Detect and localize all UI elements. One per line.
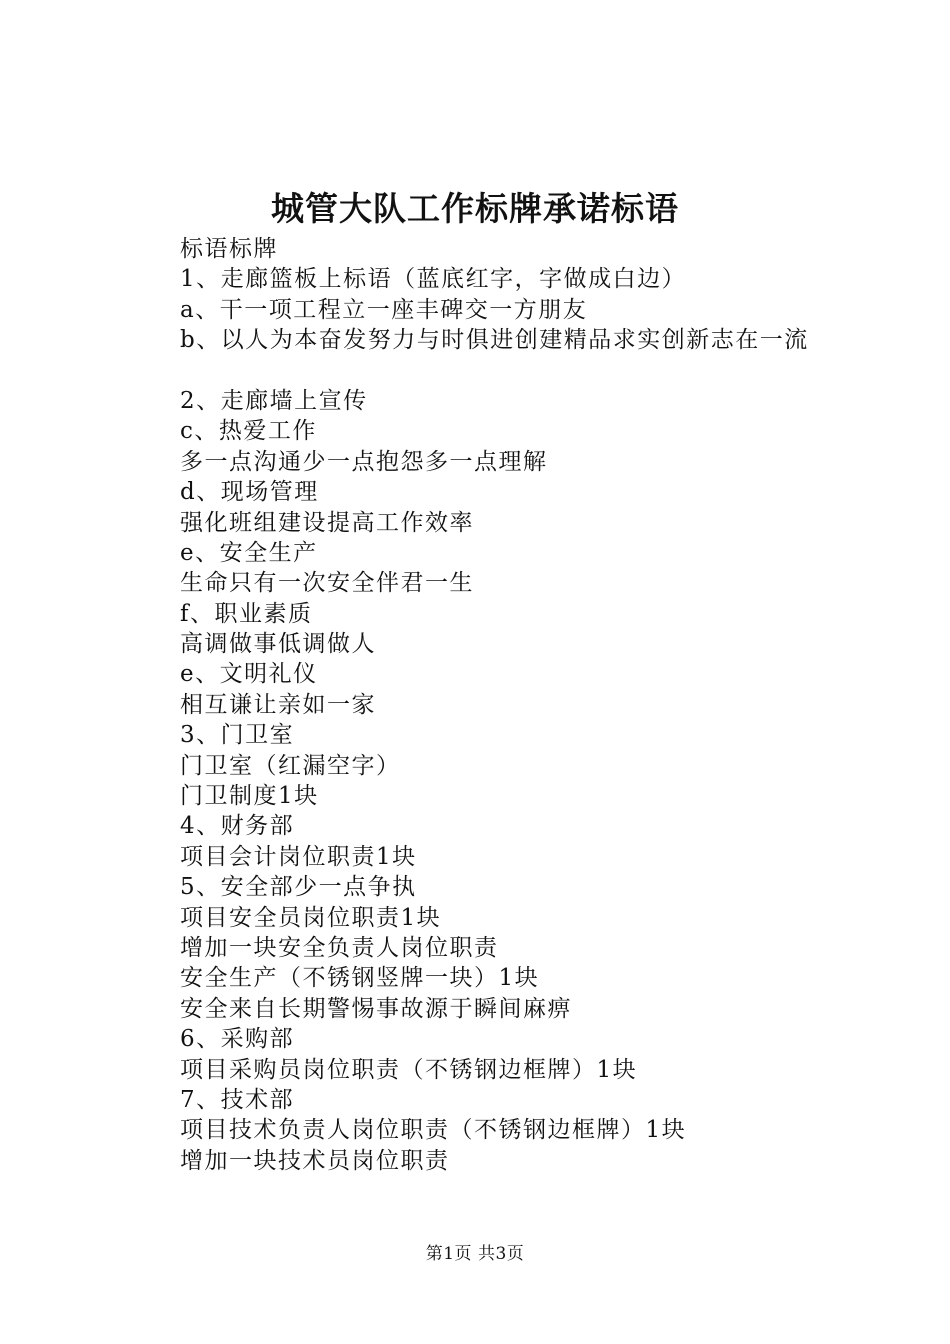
text-line: 增加一块安全负责人岗位职责 bbox=[180, 934, 499, 961]
text-line: 项目会计岗位职责1块 bbox=[180, 843, 417, 870]
text-line: 1、走廊篮板上标语（蓝底红字，字做成白边） bbox=[180, 266, 687, 293]
text-line: 相互谦让亲如一家 bbox=[180, 691, 376, 718]
text-line: 2、走廊墙上宣传 bbox=[180, 387, 368, 414]
text-line: 安全来自长期警惕事故源于瞬间麻痹 bbox=[180, 995, 572, 1022]
text-line: 3、门卫室 bbox=[180, 722, 295, 749]
text-line: 6、采购部 bbox=[180, 1026, 295, 1053]
text-line: 门卫室（红漏空字） bbox=[180, 752, 401, 779]
text-line: 7、技术部 bbox=[180, 1086, 295, 1113]
text-line: b、以人为本奋发努力与时俱进创建精品求实创新志在一流 bbox=[180, 327, 809, 354]
text-line: 项目采购员岗位职责（不锈钢边框牌）1块 bbox=[180, 1056, 638, 1083]
text-line: e、文明礼仪 bbox=[180, 661, 318, 688]
text-line: c、热爱工作 bbox=[180, 418, 317, 445]
text-line: 高调做事低调做人 bbox=[180, 631, 376, 658]
text-line: 增加一块技术员岗位职责 bbox=[180, 1147, 450, 1174]
text-line: 4、财务部 bbox=[180, 813, 295, 840]
text-line: f、职业素质 bbox=[180, 600, 313, 627]
text-line: 门卫制度1块 bbox=[180, 783, 319, 810]
page-footer: 第1页 共3页 bbox=[425, 1244, 525, 1264]
text-line: 项目安全员岗位职责1块 bbox=[180, 904, 442, 931]
document-body bbox=[180, 234, 880, 1176]
document-title: 城管大队工作标牌承诺标语 bbox=[271, 189, 679, 228]
text-line: 多一点沟通少一点抱怨多一点理解 bbox=[180, 448, 548, 475]
blank-line bbox=[180, 356, 880, 386]
text-line: 生命只有一次安全伴君一生 bbox=[180, 570, 474, 597]
text-line: d、现场管理 bbox=[180, 479, 319, 506]
text-line: 安全生产（不锈钢竖牌一块）1块 bbox=[180, 965, 540, 992]
text-line: 项目技术负责人岗位职责（不锈钢边框牌）1块 bbox=[180, 1117, 687, 1144]
text-line: 强化班组建设提高工作效率 bbox=[180, 509, 474, 536]
text-line: a、干一项工程立一座丰碑交一方朋友 bbox=[180, 296, 588, 323]
text-line: e、安全生产 bbox=[180, 539, 318, 566]
text-line: 5、安全部少一点争执 bbox=[180, 874, 417, 901]
text-line: 标语标牌 bbox=[180, 236, 278, 262]
